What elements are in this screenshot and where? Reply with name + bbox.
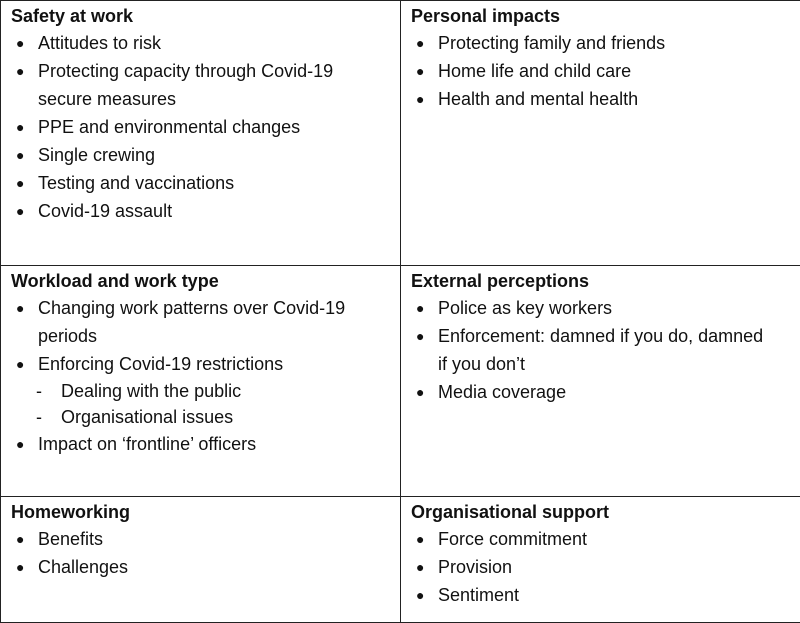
row-3 <box>1 497 800 623</box>
sub-list-item <box>36 404 368 430</box>
sub-item-list <box>38 378 368 430</box>
sub-list-item <box>36 378 368 404</box>
item-text: Protecting family and friends <box>438 33 665 53</box>
item-text: Sentiment <box>438 585 519 605</box>
item-text: Challenges <box>38 557 128 577</box>
cell-personal-impacts <box>401 1 800 266</box>
cell-title: Safety at work <box>11 5 392 27</box>
cell-title: Homeworking <box>11 501 392 523</box>
list-item <box>11 294 368 350</box>
bullet-icon: ● <box>416 57 424 85</box>
bullet-icon: ● <box>16 197 24 225</box>
bullet-icon: ● <box>16 430 24 458</box>
cell-safety-at-work <box>1 1 401 266</box>
bullet-icon: ● <box>416 85 424 113</box>
row-1 <box>1 1 800 266</box>
list-item <box>411 525 792 553</box>
row-2 <box>1 266 800 497</box>
item-text: Benefits <box>38 529 103 549</box>
bullet-icon: ● <box>416 322 424 350</box>
item-text: Police as key workers <box>438 298 612 318</box>
cell-homeworking <box>1 497 401 623</box>
bullet-icon: ● <box>16 350 24 378</box>
item-text: Provision <box>438 557 512 577</box>
bullet-icon: ● <box>16 169 24 197</box>
sub-item-text: Dealing with the public <box>61 381 241 401</box>
item-list <box>11 29 392 225</box>
list-item <box>411 553 792 581</box>
bullet-icon: ● <box>416 378 424 406</box>
list-item <box>411 85 792 113</box>
list-item <box>411 57 792 85</box>
item-text: Home life and child care <box>438 61 631 81</box>
list-item <box>11 169 368 197</box>
cell-title: External perceptions <box>411 270 792 292</box>
item-text: Impact on ‘frontline’ officers <box>38 434 256 454</box>
list-item <box>11 141 368 169</box>
list-item <box>411 294 768 322</box>
cell-title: Workload and work type <box>11 270 392 292</box>
list-item <box>411 322 768 378</box>
item-text: Changing work patterns over Covid-19 periods <box>38 298 345 346</box>
list-item <box>11 553 392 581</box>
cell-title: Organisational support <box>411 501 792 523</box>
item-text: Health and mental health <box>438 89 638 109</box>
bullet-icon: ● <box>16 141 24 169</box>
item-text: Single crewing <box>38 145 155 165</box>
cell-title: Personal impacts <box>411 5 792 27</box>
bullet-icon: ● <box>416 29 424 57</box>
bullet-icon: ● <box>16 525 24 553</box>
item-list <box>411 294 792 406</box>
list-item <box>11 57 368 113</box>
item-list <box>11 294 392 458</box>
dash-icon: - <box>36 404 42 430</box>
item-list <box>411 29 792 113</box>
cell-workload-and-work-type <box>1 266 401 497</box>
item-text: Covid-19 assault <box>38 201 172 221</box>
item-text: Enforcement: damned if you do, damned if you don’t <box>438 326 763 374</box>
bullet-icon: ● <box>416 581 424 609</box>
item-text: Enforcing Covid-19 restrictions <box>38 354 283 374</box>
list-item <box>411 378 768 406</box>
item-text: PPE and environmental changes <box>38 117 300 137</box>
item-text: Testing and vaccinations <box>38 173 234 193</box>
bullet-icon: ● <box>16 294 24 322</box>
item-text: Force commitment <box>438 529 587 549</box>
bullet-icon: ● <box>416 553 424 581</box>
list-item <box>411 581 792 609</box>
cell-external-perceptions <box>401 266 800 497</box>
bullet-icon: ● <box>16 57 24 85</box>
item-text: Media coverage <box>438 382 566 402</box>
item-text: Attitudes to risk <box>38 33 161 53</box>
bullet-icon: ● <box>416 294 424 322</box>
list-item <box>411 29 792 57</box>
dash-icon: - <box>36 378 42 404</box>
list-item <box>11 29 368 57</box>
item-text: Protecting capacity through Covid-19 secure measures <box>38 61 333 109</box>
item-list <box>411 525 792 609</box>
sub-item-text: Organisational issues <box>61 407 233 427</box>
list-item <box>11 430 368 458</box>
bullet-icon: ● <box>16 553 24 581</box>
item-list <box>11 525 392 581</box>
bullet-icon: ● <box>16 113 24 141</box>
cell-organisational-support <box>401 497 800 623</box>
bullet-icon: ● <box>416 525 424 553</box>
list-item <box>11 197 368 225</box>
bullet-icon: ● <box>16 29 24 57</box>
list-item <box>11 113 368 141</box>
list-item <box>11 350 368 430</box>
list-item <box>11 525 392 553</box>
